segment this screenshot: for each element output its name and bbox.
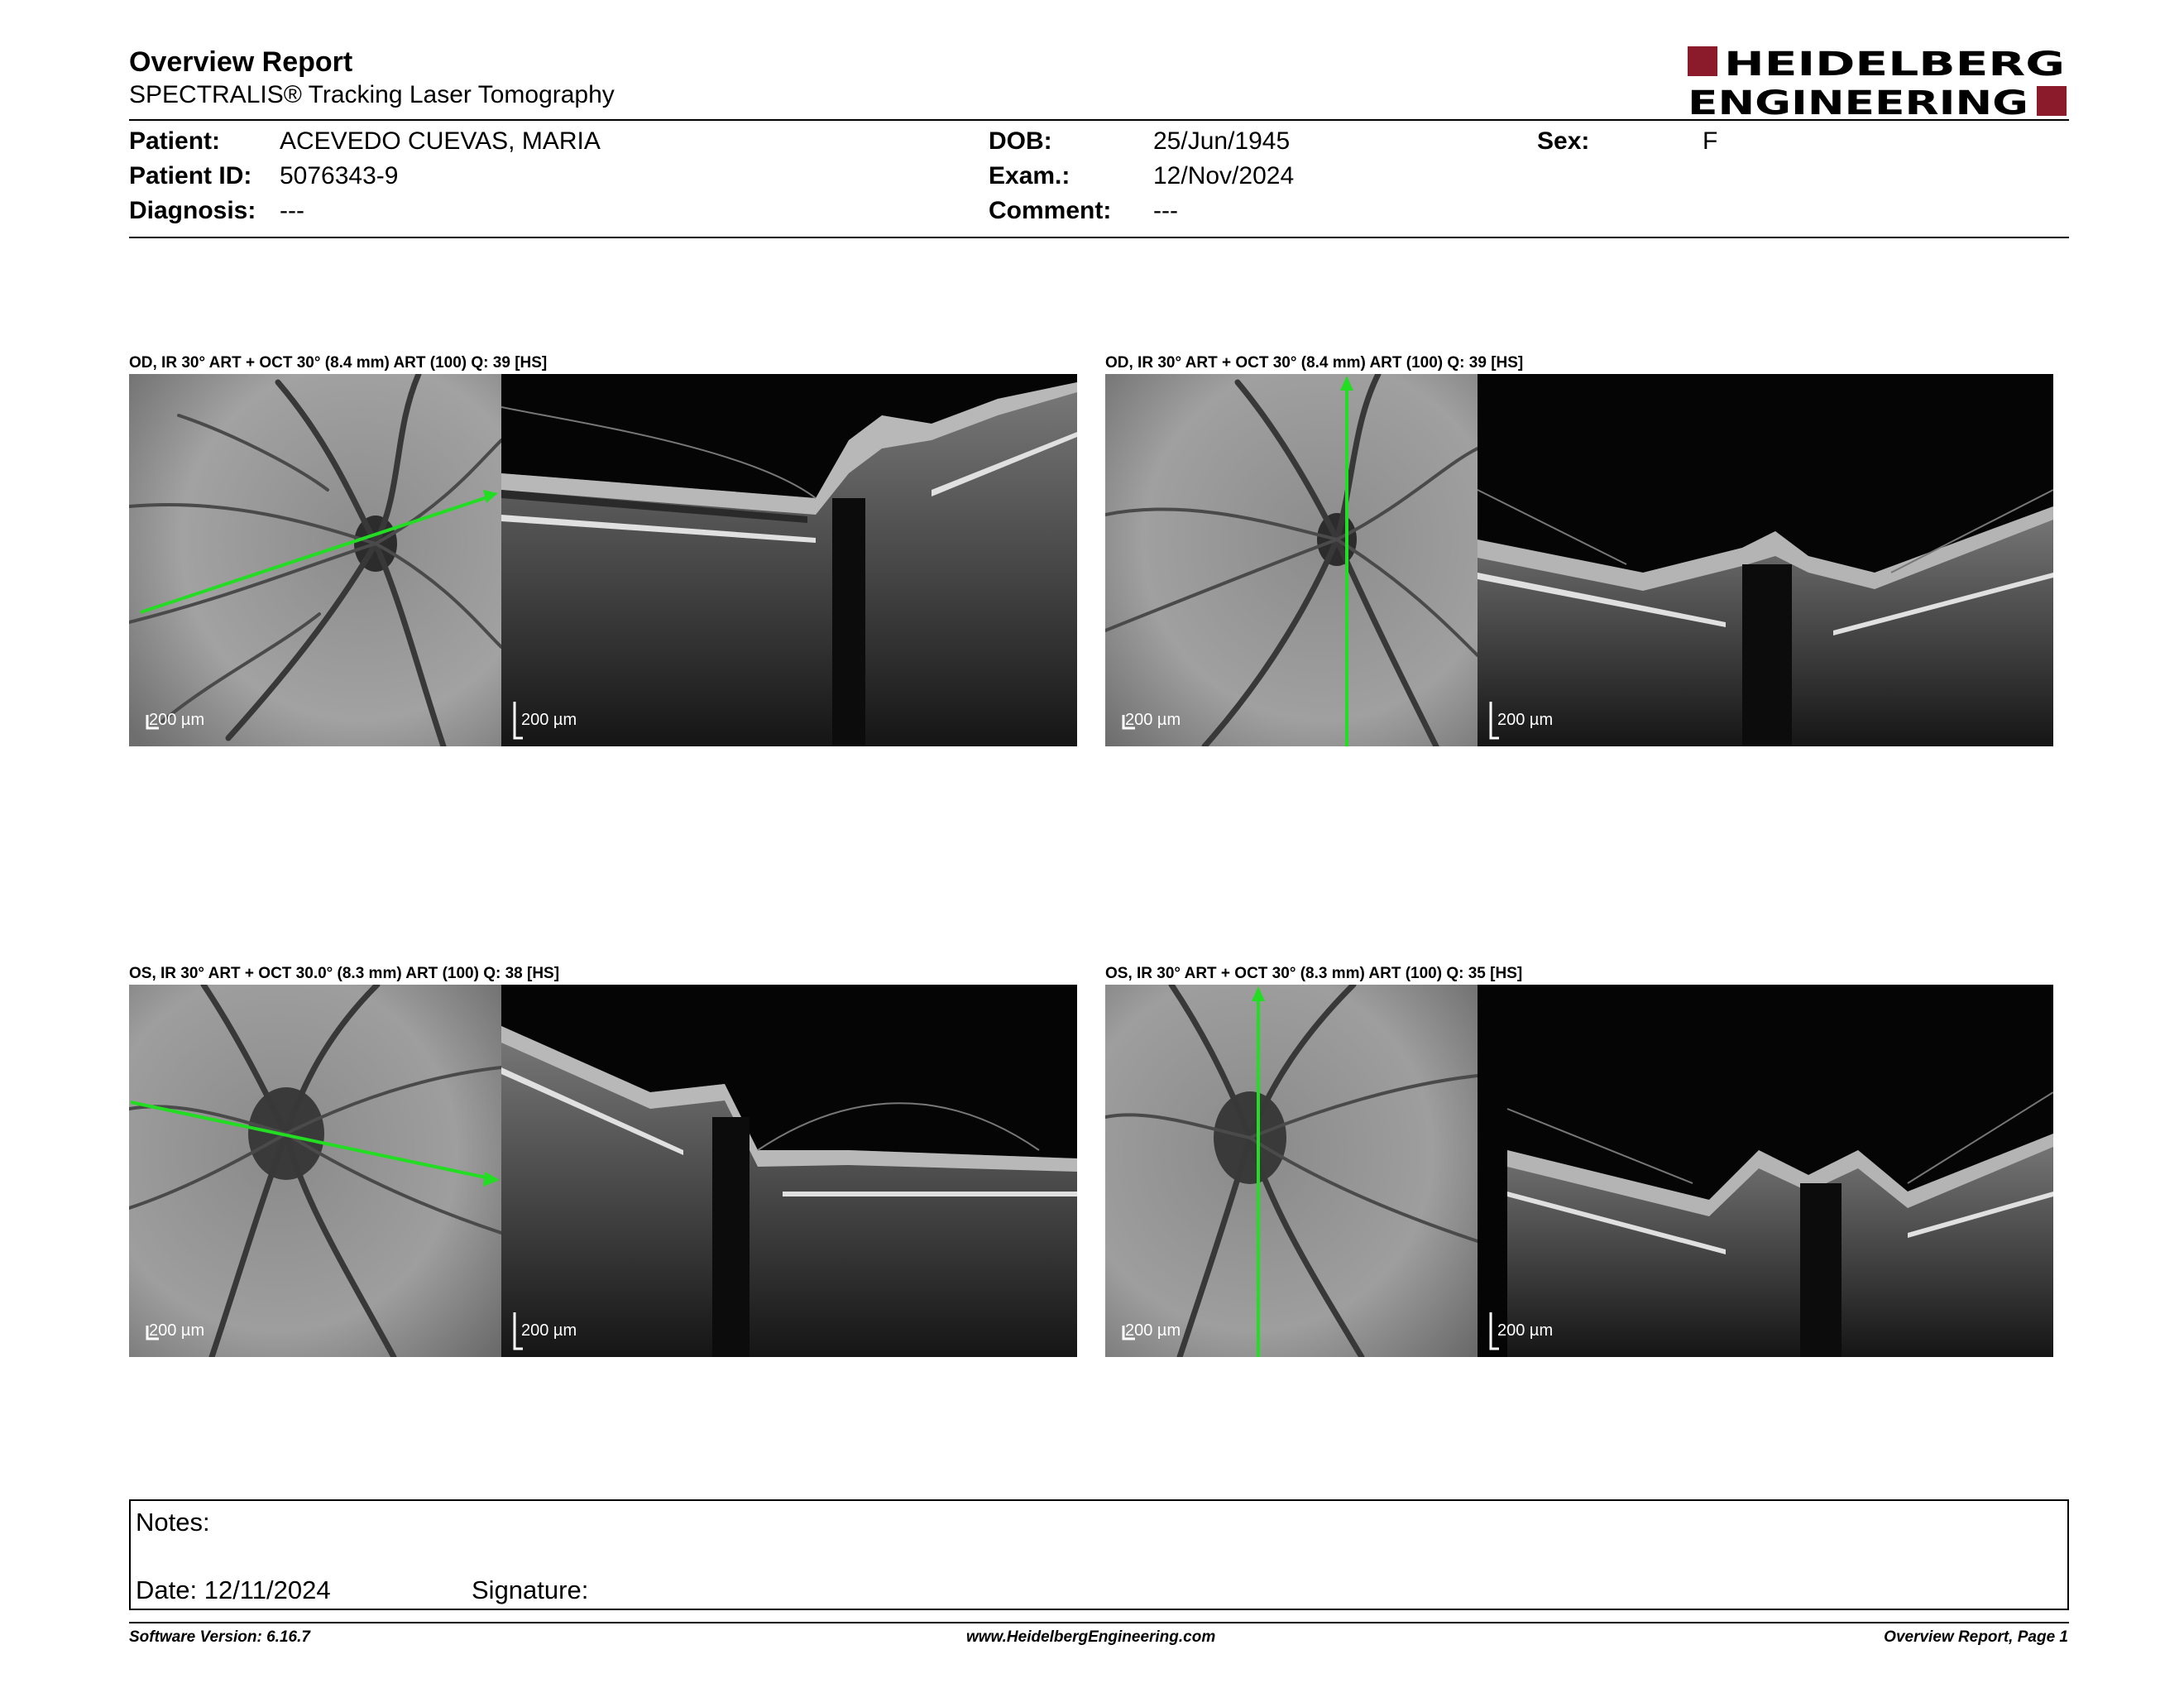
sex-value: F — [1703, 127, 1718, 155]
sex-label: Sex: — [1537, 127, 1590, 155]
heidelberg-logo — [1688, 45, 2068, 119]
website-link[interactable]: www.HeidelbergEngineering.com — [966, 1628, 1216, 1646]
header-rule — [129, 119, 2069, 121]
ir-fundus-image-os-1 — [129, 985, 501, 1357]
oct-bscan-image-od-2 — [1478, 374, 2053, 746]
diagnosis-label: Diagnosis: — [129, 197, 256, 224]
dob-label: DOB: — [989, 127, 1052, 155]
scale-label-ir-od-2: 200 µm — [1125, 711, 1181, 729]
report-subtitle: SPECTRALIS® Tracking Laser Tomography — [129, 81, 615, 108]
ir-fundus-image-od-2 — [1105, 374, 1478, 746]
notes-label: Notes: — [136, 1508, 210, 1537]
patient-name: ACEVEDO CUEVAS, MARIA — [280, 127, 601, 155]
scale-label-ir-od-1: 200 µm — [149, 711, 205, 729]
page-number: Overview Report, Page 1 — [1884, 1628, 2068, 1646]
footer-rule — [129, 1622, 2069, 1623]
patient-label: Patient: — [129, 127, 221, 155]
scale-label-ir-os-2: 200 µm — [1125, 1321, 1181, 1340]
scale-label-oct-od-2: 200 µm — [1497, 711, 1554, 729]
exam-label: Exam.: — [989, 162, 1070, 189]
comment-label: Comment: — [989, 197, 1112, 224]
date-label: Date: 12/11/2024 — [136, 1575, 331, 1604]
oct-bscan-image-od-1 — [501, 374, 1077, 746]
exam-value: 12/Nov/2024 — [1153, 162, 1295, 189]
patient-info-rule — [129, 237, 2069, 238]
signature-label: Signature: — [472, 1575, 589, 1604]
scale-label-oct-os-1: 200 µm — [521, 1321, 577, 1340]
scale-label-oct-od-1: 200 µm — [521, 711, 577, 729]
diagnosis-value: --- — [280, 197, 304, 224]
scan-caption-od-2: OD, IR 30° ART + OCT 30° (8.4 mm) ART (100) Q: 39 [HS] — [1105, 354, 1524, 372]
notes-box[interactable] — [129, 1499, 2069, 1610]
comment-value: --- — [1153, 197, 1178, 224]
svg-text:ENGINEERING: ENGINEERING — [1688, 84, 2028, 119]
scan-caption-os-1: OS, IR 30° ART + OCT 30.0° (8.3 mm) ART (100) Q: 38 [HS] — [129, 965, 560, 982]
oct-bscan-image-os-2 — [1478, 985, 2053, 1357]
oct-bscan-image-os-1 — [501, 985, 1077, 1357]
ir-fundus-image-os-2 — [1105, 985, 1478, 1357]
svg-text:HEIDELBERG: HEIDELBERG — [1724, 46, 2065, 84]
scale-label-oct-os-2: 200 µm — [1497, 1321, 1554, 1340]
software-version: Software Version: 6.16.7 — [129, 1628, 310, 1646]
report-title: Overview Report — [129, 46, 353, 78]
patient-id-label: Patient ID: — [129, 162, 252, 189]
ir-fundus-image-od-1 — [129, 374, 501, 746]
scan-caption-od-1: OD, IR 30° ART + OCT 30° (8.4 mm) ART (100) Q: 39 [HS] — [129, 354, 548, 372]
patient-id-value: 5076343-9 — [280, 162, 399, 189]
scan-caption-os-2: OS, IR 30° ART + OCT 30° (8.3 mm) ART (100) Q: 35 [HS] — [1105, 965, 1523, 982]
dob-value: 25/Jun/1945 — [1153, 127, 1291, 155]
scale-label-ir-os-1: 200 µm — [149, 1321, 205, 1340]
